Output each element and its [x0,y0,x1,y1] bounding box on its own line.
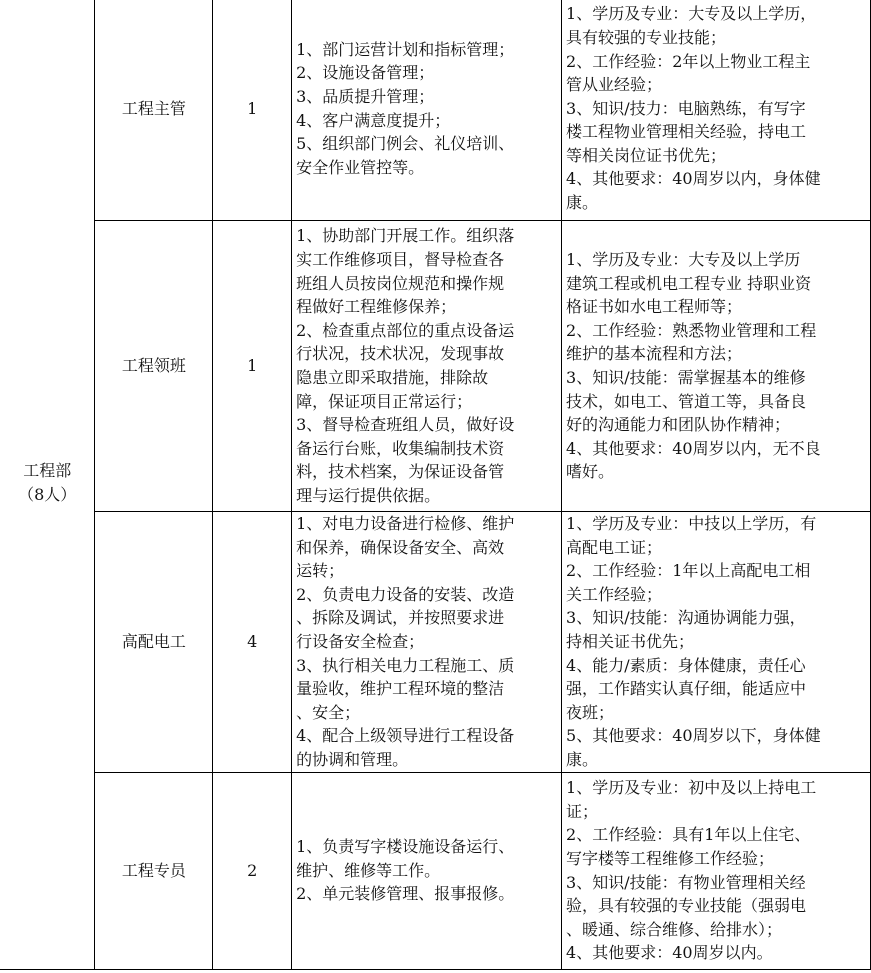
text-line: 好的沟通能力和团队协作精神； [566,415,791,435]
text-line: 5、组织部门例会、礼仪培训、 [296,134,515,154]
position-count: 2 [213,772,292,969]
text-line: 1、部门运营计划和指标管理； [296,39,515,59]
text-line: 具有较强的专业技能； [566,27,727,47]
text-line: 行状况，技术状况，发现事故 [296,344,505,364]
text-line: 康。 [566,193,599,213]
text-line: 1、学历及专业：大专及以上学历 [566,250,801,270]
text-line: 2、设施设备管理； [296,63,435,83]
text-line: 1、学历及专业：初中及以上持电工 [566,778,817,798]
text-line: 3、品质提升管理； [296,86,435,106]
text-line: 障，保证项目正常运行； [296,391,473,411]
department-headcount: （8人） [18,484,77,504]
text-line: 写字楼等工程维修工作经验； [566,848,775,868]
text-line: 维护、维修等工作。 [296,860,441,880]
text-line: 3、知识/技能：有物业管理相关经 [566,872,806,892]
department-cell [0,0,95,969]
text-line: 2、检查重点部位的重点设备运 [296,320,515,340]
text-line: 4、配合上级领导进行工程设备 [296,726,515,746]
text-line: 1、学历及专业：中技以上学历，有 [566,514,817,533]
text-line: 程做好工程维修保养； [296,297,457,317]
text-line: 验，具有较强的专业技能（强弱电 [566,896,807,916]
table-row [0,0,871,221]
position-count: 1 [213,0,292,221]
position-duties [292,772,562,969]
text-line: 1、负责写字楼设施设备运行、 [296,837,515,857]
text-line: 4、其他要求：40周岁以内。 [566,943,773,963]
position-requirements [562,221,871,512]
table-row [0,512,871,773]
position-title: 工程领班 [95,221,213,512]
text-line: 行设备安全检查； [296,631,425,651]
position-count: 4 [213,512,292,773]
text-line: 3、知识/技能：需掌握基本的维修 [566,368,806,387]
text-line: 楼工程物业管理相关经验，持电工 [566,122,807,142]
position-requirements [562,512,871,773]
text-line: 格证书如水电工程师等； [566,297,743,317]
text-line: 1、对电力设备进行检修、维护 [296,514,515,533]
text-line: 维护的基本流程和方法； [566,344,743,364]
text-line: 1、学历及专业：大专及以上学历， [566,4,817,24]
position-requirements [562,0,871,221]
text-line: 的协调和管理。 [296,749,409,769]
text-line: 证； [566,801,599,821]
text-line: 技术，如电工、管道工等，具备良 [566,391,807,411]
text-line: 隐患立即采取措施，排除故 [296,368,489,387]
text-line: 嗜好。 [566,462,615,482]
text-line: 班组人员按岗位规范和操作规 [296,273,505,293]
text-line: 等相关岗位证书优先； [566,145,727,165]
text-line: 、拆除及调试，并按照要求进 [296,608,505,628]
text-line: 、安全； [296,702,361,722]
department-name: 工程部 [23,461,72,481]
text-line: 2、工作经验：具有1年以上住宅、 [566,825,811,845]
text-line: 1、协助部门开展工作。组织落 [296,226,515,246]
text-line: 持相关证书优先； [566,631,695,651]
text-line: 3、知识/技力：电脑熟练，有写字 [566,98,806,118]
text-line: 量验收，维护工程环境的整洁 [296,679,505,699]
text-line: 4、客户满意度提升； [296,110,451,130]
text-line: 料，技术档案，为保证设备管 [296,462,505,482]
position-title: 工程专员 [95,772,213,969]
text-line: 夜班； [566,702,615,722]
text-line: 2、负责电力设备的安装、改造 [296,584,515,604]
text-line: 实工作维修项目，督导检查各 [296,250,505,270]
text-line: 2、工作经验：2年以上物业工程主 [566,51,811,71]
text-line: 安全作业管控等。 [296,157,425,177]
text-line: 2、单元装修管理、报事报修。 [296,884,515,904]
position-requirements [562,772,871,969]
position-count: 1 [213,221,292,512]
text-line: 强，工作踏实认真仔细，能适应中 [566,679,807,699]
text-line: 3、督导检查班组人员，做好设 [296,415,515,435]
text-line: 康。 [566,749,599,769]
text-line: 管从业经验； [566,75,663,95]
text-line: 备运行台账，收集编制技术资 [296,438,505,458]
text-line: 2、工作经验：1年以上高配电工相 [566,561,811,581]
text-line: 、暖通、综合维修、给排水）； [566,919,783,939]
text-line: 高配电工证； [566,537,663,557]
position-title: 高配电工 [95,512,213,773]
table-row [0,772,871,969]
position-duties [292,0,562,221]
text-line: 关工作经验； [566,584,663,604]
text-line: 4、其他要求：40周岁以内，无不良 [566,438,821,458]
position-duties [292,221,562,512]
text-line: 建筑工程或机电工程专业 持职业资 [566,273,812,293]
text-line: 理与运行提供依据。 [296,485,441,505]
position-duties [292,512,562,773]
text-line: 4、能力/素质：身体健康，责任心 [566,655,806,675]
table-row [0,221,871,512]
text-line: 3、执行相关电力工程施工、质 [296,655,515,675]
position-title: 工程主管 [95,0,213,221]
text-line: 3、知识/技能：沟通协调能力强， [566,608,806,628]
text-line: 5、其他要求：40周岁以下，身体健 [566,726,821,746]
text-line: 4、其他要求：40周岁以内，身体健 [566,169,821,189]
text-line: 和保养，确保设备安全、高效 [296,537,505,557]
text-line: 2、工作经验：熟悉物业管理和工程 [566,320,817,340]
text-line: 运转； [296,561,345,581]
